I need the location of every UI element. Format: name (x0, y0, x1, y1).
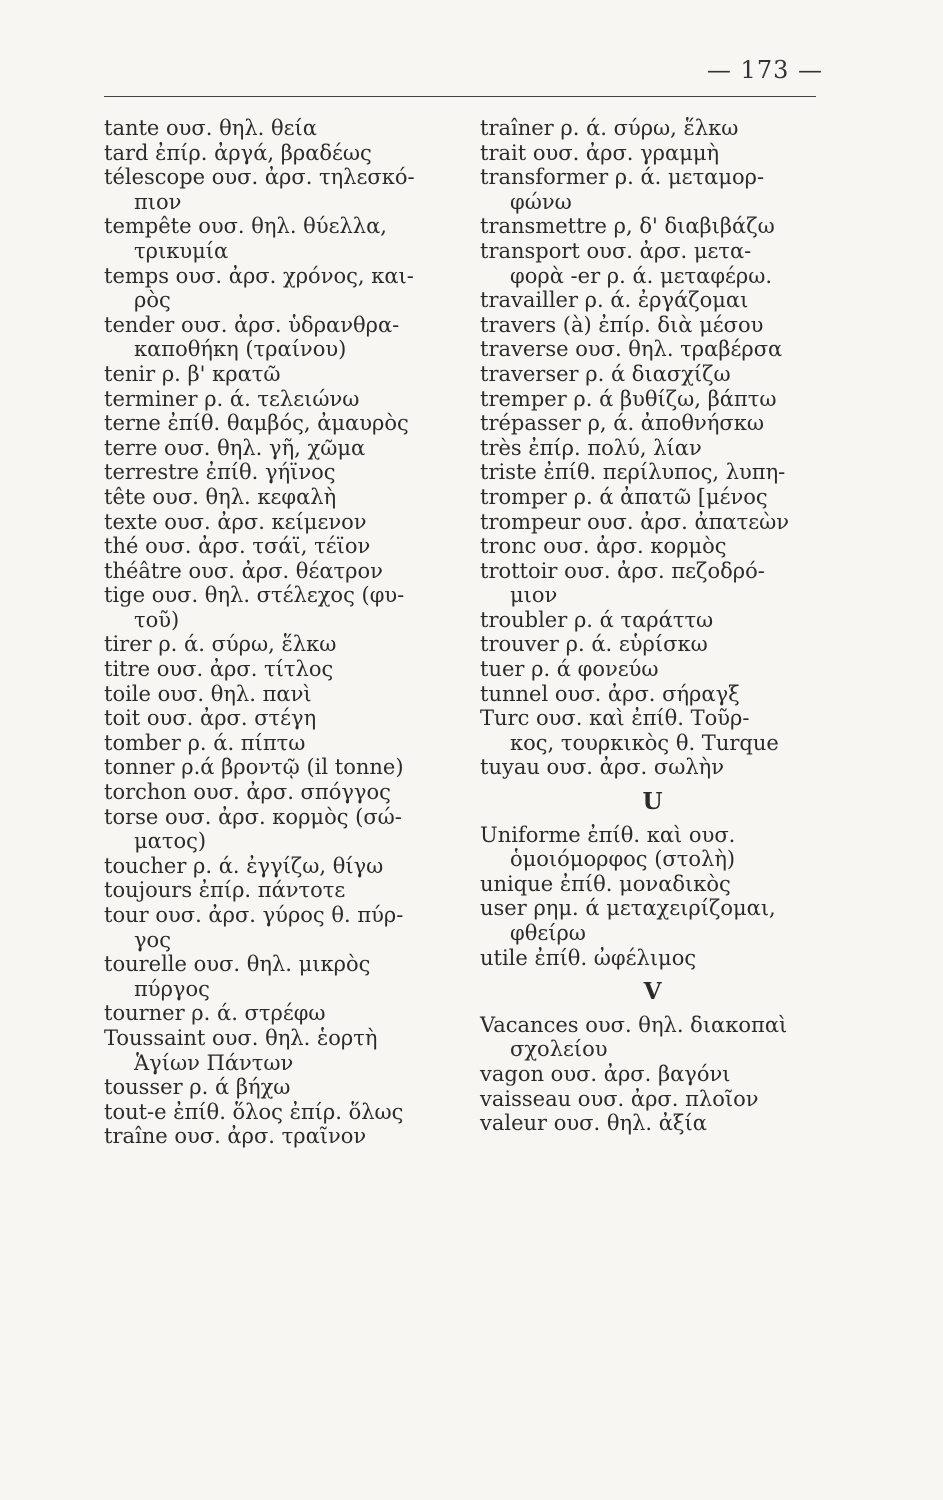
dictionary-entry: tremper ρ. ά βυθίζω, βάπτω (480, 386, 777, 411)
dictionary-entry: utile ἐπίθ. ὠφέλιμος (480, 945, 697, 970)
dictionary-entry: tourelle ουσ. θηλ. μικρὸς (104, 952, 371, 977)
dictionary-entry: titre ουσ. ἀρσ. τίτλος (104, 657, 334, 682)
dictionary-entry: tige ουσ. θηλ. στέλεχος (φυ- (104, 583, 405, 608)
page-number: — 173 — (706, 56, 823, 84)
dictionary-entry-continuation: κος, τουρκικὸς θ. Turque (510, 730, 779, 755)
dictionary-entry: torchon ουσ. ἀρσ. σπόγγος (104, 780, 391, 805)
header-rule (104, 96, 816, 97)
dictionary-entry-continuation: φθείρω (510, 921, 586, 945)
dictionary-entry: trait ουσ. ἀρσ. γραμμὴ (480, 140, 720, 165)
dictionary-entry: temps ουσ. ἀρσ. χρόνος, και- (104, 263, 414, 288)
dictionary-entry: transmettre ρ, δ' διαβιβάζω (480, 214, 775, 239)
dictionary-entry: tempête ουσ. θηλ. θύελλα, (104, 214, 387, 239)
dictionary-entry: toujours ἐπίρ. πάντοτε (104, 878, 346, 903)
dictionary-entry: traîner ρ. ά. σύρω, ἕλκω (480, 116, 739, 140)
section-letter-heading: V (643, 978, 662, 1006)
dictionary-entry: Uniforme ἐπίθ. καὶ ουσ. (480, 822, 736, 847)
dictionary-entry: tenir ρ. β' κρατῶ (104, 361, 281, 386)
dictionary-entry-continuation: ματος) (134, 829, 207, 854)
dictionary-entry: trompeur ουσ. ἀρσ. ἀπατεὼν (480, 509, 790, 534)
dictionary-entry: trottoir ουσ. ἀρσ. πεζοδρό- (480, 558, 765, 583)
dictionary-entry: thé ουσ. ἀρσ. τσάϊ, τέϊον (104, 534, 371, 559)
dictionary-entry-continuation: τρικυμία (134, 238, 229, 263)
dictionary-entry: tunnel ουσ. ἀρσ. σήραγξ (480, 681, 740, 706)
dictionary-entry-continuation: πύργος (134, 976, 210, 1001)
dictionary-entry: tour ουσ. ἀρσ. γύρος θ. πύρ- (104, 903, 404, 927)
dictionary-entry: tante ουσ. θηλ. θεία (104, 116, 317, 140)
dictionary-entry-continuation: σχολείου (510, 1037, 608, 1062)
dictionary-entry: toucher ρ. ά. ἐγγίζω, θίγω (104, 853, 384, 878)
dictionary-entry: troubler ρ. ά ταράττω (480, 607, 714, 632)
dictionary-entry: trouver ρ. ά. εὑρίσκω (480, 632, 708, 657)
dictionary-entry: transformer ρ. ά. μεταμορ- (480, 165, 765, 190)
dictionary-entry-continuation: ὁμοιόμορφος (στολὴ) (510, 847, 736, 872)
dictionary-entry: tirer ρ. ά. σύρω, ἕλκω (104, 632, 337, 657)
dictionary-entry: tomber ρ. ά. πίπτω (104, 730, 306, 755)
dictionary-entry: télescope ουσ. ἀρσ. τηλεσκό- (104, 165, 415, 190)
dictionary-entry: terrestre ἐπίθ. γήϊνος (104, 460, 336, 485)
dictionary-entry-continuation: πιον (134, 189, 182, 214)
dictionary-entry: travailler ρ. ά. ἐργάζομαι (480, 288, 749, 313)
dictionary-entry: texte ουσ. ἀρσ. κείμενον (104, 509, 367, 534)
dictionary-entry: transport ουσ. ἀρσ. μετα- (480, 238, 752, 263)
dictionary-entry: tuer ρ. ά φονεύω (480, 657, 659, 682)
dictionary-entry: Turc ουσ. καὶ ἐπίθ. Τοῦρ- (480, 706, 750, 731)
dictionary-entry: tête ουσ. θηλ. κεφαλὴ (104, 484, 337, 509)
dictionary-entry: tard ἐπίρ. ἀργά, βραδέως (104, 140, 372, 165)
dictionary-entry: triste ἐπίθ. περίλυπος, λυπη- (480, 460, 786, 485)
dictionary-entry: terne ἐπίθ. θαμβός, ἀμαυρὸς (104, 411, 409, 436)
dictionary-entry-continuation: γος (134, 927, 171, 952)
dictionary-entry: torse ουσ. ἀρσ. κορμὸς (σώ- (104, 804, 402, 829)
dictionary-entry: traverse ουσ. θηλ. τραβέρσα (480, 337, 783, 362)
dictionary-entry: tousser ρ. ά βήχω (104, 1075, 291, 1100)
dictionary-entry: terminer ρ. ά. τελειώνω (104, 386, 360, 411)
dictionary-entry: user ρημ. ά μεταχειρίζομαι, (480, 896, 776, 921)
dictionary-entry: tronc ουσ. ἀρσ. κορμὸς (480, 534, 727, 559)
dictionary-entry: Toussaint ουσ. θηλ. ἑορτὴ (104, 1025, 378, 1050)
left-column (104, 116, 464, 1149)
dictionary-entry-continuation: φώνω (510, 189, 572, 214)
dictionary-entry: travers (à) ἐπίρ. διὰ μέσου (480, 312, 764, 337)
dictionary-entry: tromper ρ. ά ἀπατῶ [μένος (480, 484, 768, 509)
dictionary-entry: théâtre ουσ. ἀρσ. θέατρον (104, 558, 383, 583)
dictionary-entry: vaisseau ουσ. ἀρσ. πλοῖον (480, 1086, 759, 1111)
dictionary-entry: très ἐπίρ. πολύ, λίαν (480, 435, 702, 460)
dictionary-entry-continuation: φορὰ -er ρ. ά. μεταφέρω. (510, 263, 773, 288)
dictionary-entry-continuation: ρὸς (134, 288, 171, 313)
dictionary-entry-continuation: Ἁγίων Πάντων (134, 1050, 294, 1075)
dictionary-entry: tonner ρ.ά βροντῷ (il tonne) (104, 755, 404, 780)
dictionary-entry: tourner ρ. ά. στρέφω (104, 1001, 326, 1026)
dictionary-entry: unique ἐπίθ. μοναδικὸς (480, 871, 731, 896)
dictionary-entry-continuation: μιον (510, 583, 558, 608)
dictionary-entry: toile ουσ. θηλ. πανὶ (104, 681, 312, 706)
section-letter-heading: U (642, 788, 663, 816)
dictionary-entry: tender ουσ. ἀρσ. ὑδρανθρα- (104, 312, 400, 337)
dictionary-entry: tout-e ἐπίθ. ὅλος ἐπίρ. ὅλως (104, 1099, 404, 1124)
dictionary-entry: trépasser ρ, ά. ἀποθνήσκω (480, 411, 764, 436)
dictionary-entry: vagon ουσ. ἀρσ. βαγόνι (480, 1061, 731, 1086)
dictionary-entry: toit ουσ. ἀρσ. στέγη (104, 706, 317, 731)
dictionary-entry: traverser ρ. ά διασχίζω (480, 361, 731, 386)
dictionary-entry: Vacances ουσ. θηλ. διακοπαὶ (480, 1012, 788, 1037)
dictionary-entry-continuation: καποθήκη (τραίνου) (134, 337, 347, 362)
right-column (480, 116, 825, 1136)
dictionary-entry-continuation: τοῦ) (134, 607, 180, 632)
dictionary-entry: terre ουσ. θηλ. γῆ, χῶμα (104, 435, 366, 460)
dictionary-entry: valeur ουσ. θηλ. ἀξία (480, 1111, 707, 1136)
dictionary-entry: tuyau ουσ. ἀρσ. σωλὴν (480, 755, 724, 780)
dictionary-entry: traîne ουσ. ἀρσ. τραῖνον (104, 1124, 367, 1149)
